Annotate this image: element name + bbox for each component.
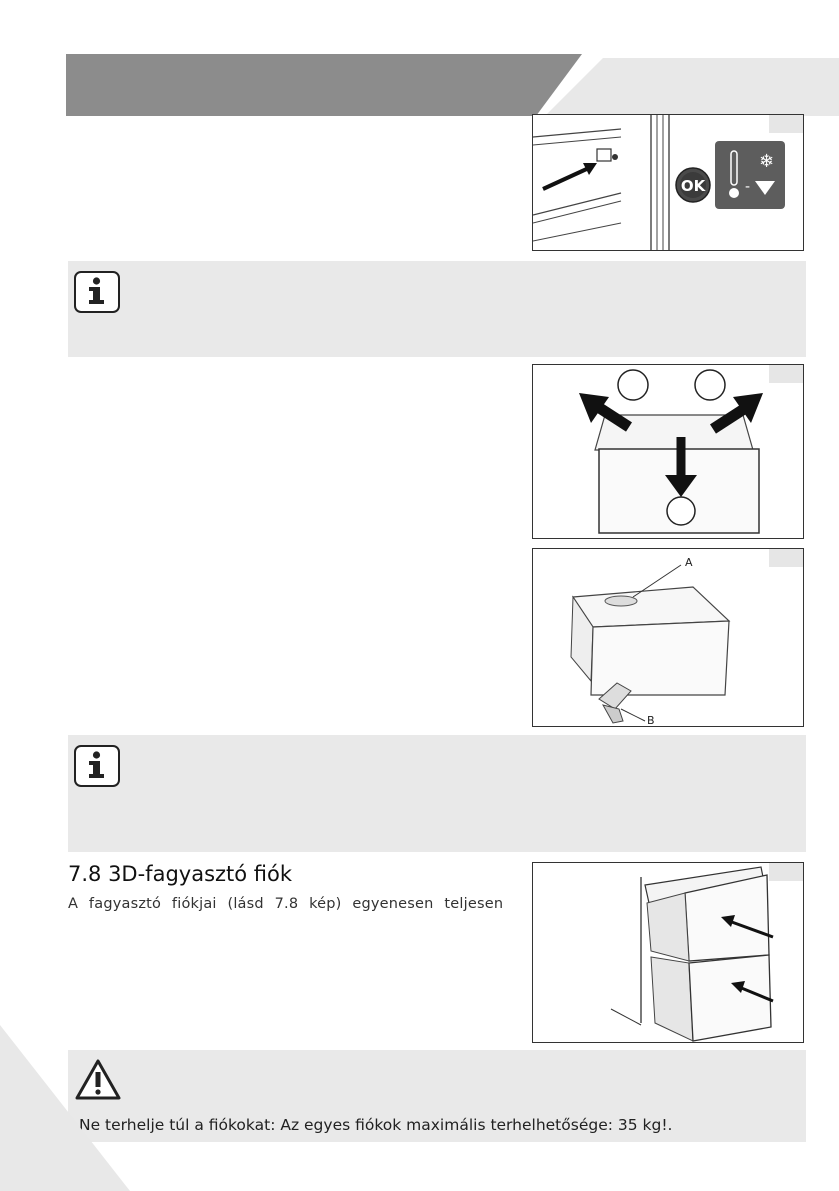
figure-ice-box	[532, 548, 804, 727]
info-icon	[74, 271, 120, 313]
svg-text:OK: OK	[680, 177, 706, 195]
label-b: B	[647, 714, 655, 727]
svg-text:❄: ❄	[759, 151, 775, 172]
header-tab-right	[545, 58, 839, 116]
label-a: A	[685, 556, 693, 569]
corner-decoration	[0, 1025, 130, 1191]
section-title: 7.8 3D-fagyasztó fiók	[68, 862, 293, 886]
figure-number-tag	[769, 365, 803, 383]
info-note-1	[68, 261, 806, 357]
header-bar	[66, 54, 582, 116]
section-text: A fagyasztó fiókjai (lásd 7.8 kép) egyenesen teljesen	[68, 896, 504, 912]
figure-ice-box-lid	[532, 364, 804, 539]
figure-control-panel	[532, 114, 804, 251]
ice-box-lid-illustration	[533, 365, 804, 539]
control-panel-illustration	[533, 115, 804, 251]
figure-number-tag	[769, 863, 803, 881]
figure-freezer-drawers	[532, 862, 804, 1043]
ice-box-illustration	[533, 549, 804, 727]
freezer-drawers-illustration	[533, 863, 804, 1043]
svg-text:-: -	[745, 179, 751, 195]
warning-text: Ne terhelje túl a fiókokat: Az egyes fiókok maximális terhelhetősége: 35 kg!.	[79, 1116, 673, 1134]
figure-number-tag	[769, 115, 803, 133]
warning-note	[68, 1050, 806, 1142]
info-icon	[74, 745, 120, 787]
info-note-2	[68, 735, 806, 852]
figure-number-tag	[769, 549, 803, 567]
